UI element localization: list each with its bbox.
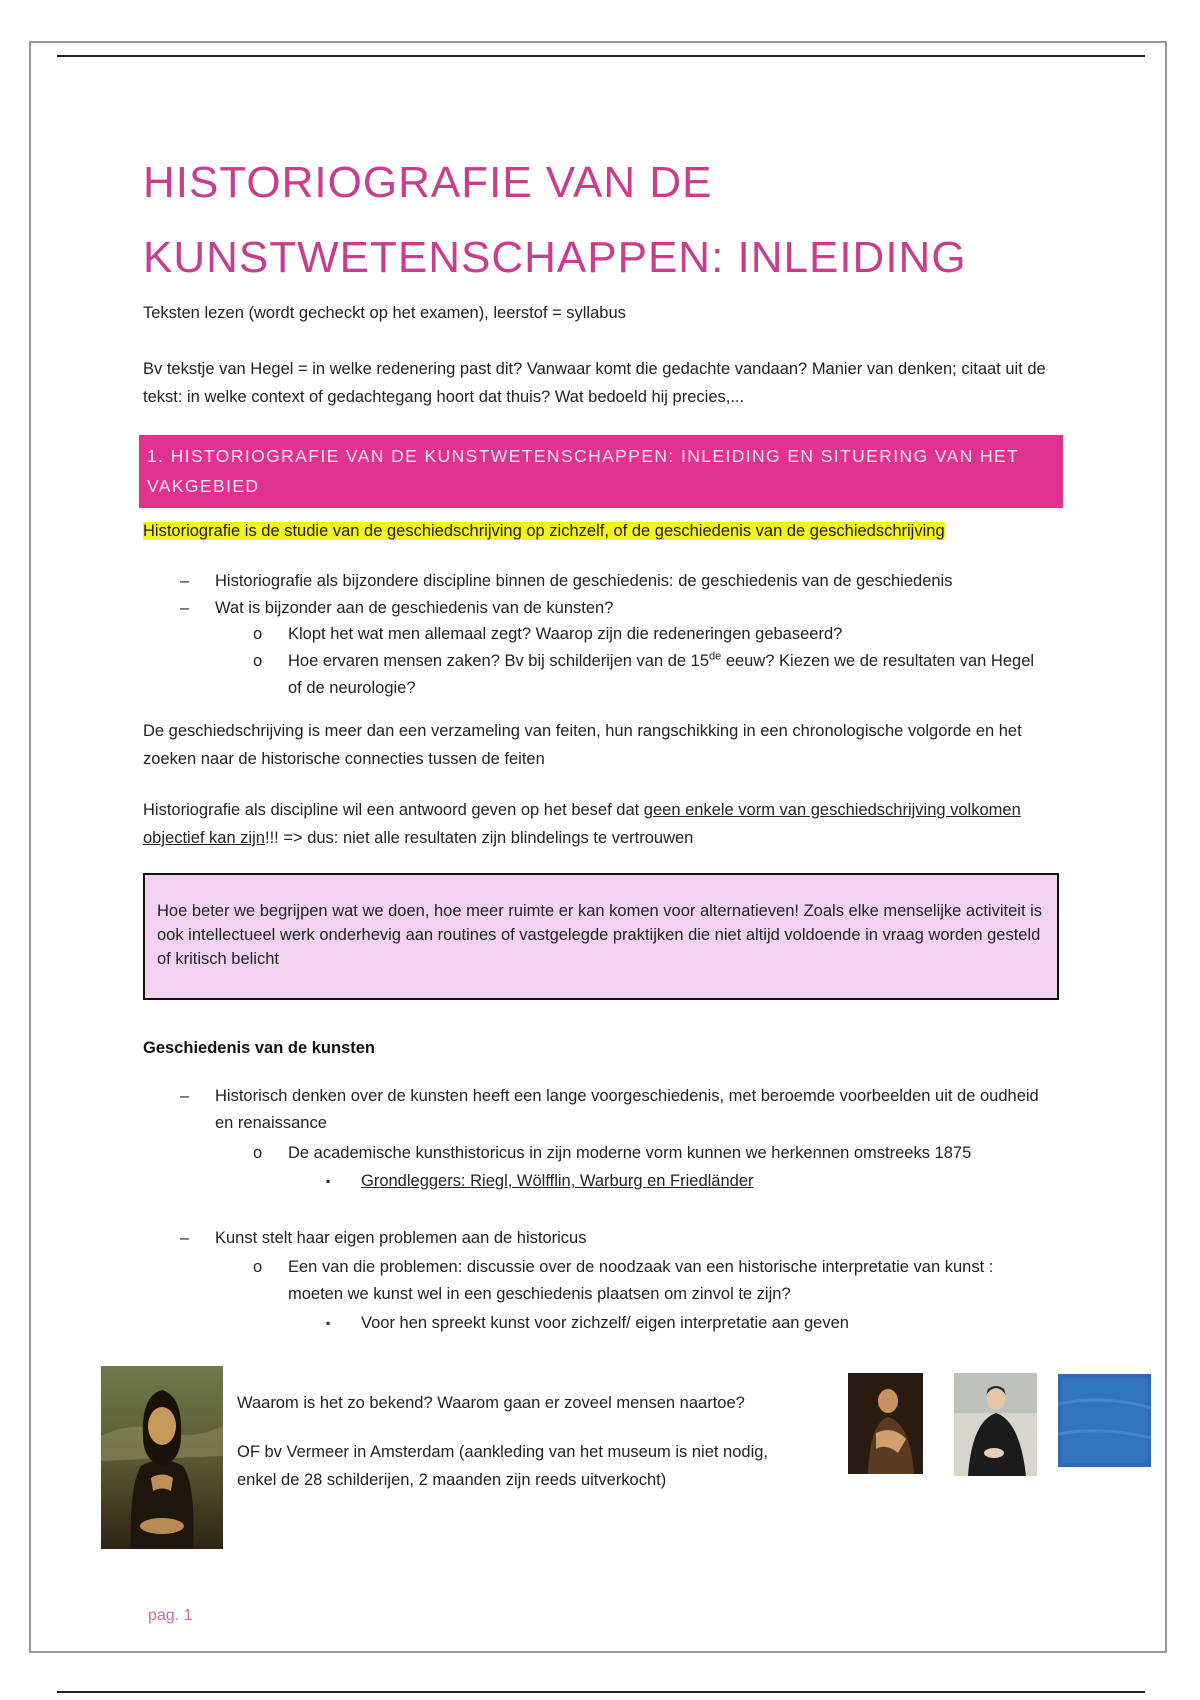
title-line-1: HISTORIOGRAFIE VAN DE (143, 158, 713, 207)
list-item (253, 1140, 1088, 1167)
definition-highlight: Historiografie is de studie van de geschiedschrijving op zichzelf, of de geschiedenis van de geschiedschrijving (143, 522, 945, 540)
list-item-text: De academische kunsthistoricus in zijn moderne vorm kunnen we herkennen omstreeks 1875 (288, 1144, 972, 1162)
header-rule (57, 55, 1145, 57)
dash-bullet-icon: – (180, 1087, 190, 1105)
square-bullet-icon: ▪ (326, 1174, 331, 1188)
intro-paragraph: Teksten lezen (wordt gecheckt op het examen), leerstof = syllabus (143, 304, 626, 322)
list-item (253, 621, 1048, 648)
feiten-paragraph: De geschiedschrijving is meer dan een verzameling van feiten, hun rangschikking in een chronologische volgorde en het zoeken naar de historische connecties tussen de feiten (143, 722, 1022, 768)
dash-bullet-icon: – (180, 1229, 190, 1247)
painting-thumbnail-1 (848, 1373, 923, 1474)
discipline-text-before: Historiografie als discipline wil een antwoord geven op het besef dat (143, 801, 644, 819)
section1-bullet-list (180, 568, 1045, 622)
kunsten-sub-bullet-list-2 (253, 1254, 1048, 1308)
list-item (180, 568, 1045, 595)
discipline-text-after: !!! => dus: niet alle resultaten zijn blindelings te vertrouwen (265, 829, 694, 847)
circle-bullet-icon: o (253, 625, 263, 643)
title-line-2: KUNSTWETENSCHAPPEN: INLEIDING (143, 233, 967, 282)
list-item (326, 1310, 1061, 1337)
circle-bullet-icon: o (253, 1258, 263, 1276)
list-item-text: eeuw? Kiezen we de resultaten van Hegel of de neurologie? (288, 652, 1035, 697)
list-item-text: Een van die problemen: discussie over de noodzaak van een historische interpretatie van kunst : moeten we kunst wel in een geschiedenis plaatsen om zinvol te zijn? (288, 1258, 994, 1303)
dash-bullet-icon: – (180, 572, 190, 590)
definition-line (143, 518, 945, 544)
circle-bullet-icon: o (253, 652, 263, 670)
kunsten-subsub-bullet-list-2 (326, 1310, 1061, 1337)
section-heading: 1. HISTORIOGRAFIE VAN DE KUNSTWETENSCHAPPEN: INLEIDING EN SITUERING VAN HET VAKGEBIED (139, 435, 1063, 508)
page-title (143, 145, 967, 295)
list-item (253, 648, 1048, 702)
list-item-text: Historiografie als bijzondere discipline binnen de geschiedenis: de geschiedenis van de geschiedenis (215, 572, 953, 590)
list-item (180, 1083, 1055, 1137)
kunsten-bullet-list-2 (180, 1225, 1015, 1252)
painting-thumbnail-3 (1058, 1374, 1151, 1467)
footer-rule (57, 1691, 1145, 1693)
caption-waarom: Waarom is het zo bekend? Waarom gaan er zoveel mensen naartoe? (237, 1394, 745, 1412)
superscript-de: de (709, 650, 722, 663)
dash-bullet-icon: – (180, 599, 190, 617)
list-item (326, 1168, 1061, 1195)
caption-vermeer: OF bv Vermeer in Amsterdam (aankleding van het museum is niet nodig, enkel de 28 schilderijen, 2 maanden zijn reeds uitverkocht) (237, 1443, 769, 1489)
list-item-text: Grondleggers: Riegl, Wölfflin, Warburg en Friedländer (361, 1172, 754, 1190)
list-item-text: Historisch denken over de kunsten heeft een lange voorgeschiedenis, met beroemde voorbeelden uit de oudheid en renaissance (215, 1087, 1039, 1132)
callout-box: Hoe beter we begrijpen wat we doen, hoe meer ruimte er kan komen voor alternatieven! Zoals elke menselijke activiteit is ook intellectueel werk onderhevig aan routines of vastgelegde praktijken die niet altijd voldoende in vraag worden gesteld of kritisch belicht (143, 873, 1059, 1000)
baroque-portrait-icon (848, 1373, 923, 1474)
blue-monochrome-icon (1058, 1374, 1151, 1467)
mona-lisa-painting-icon (101, 1366, 223, 1549)
kunsten-bullet-list-1 (180, 1083, 1055, 1137)
section1-sub-bullet-list (253, 621, 1048, 702)
kunsten-heading: Geschiedenis van de kunsten (143, 1039, 375, 1057)
list-item-text: Wat is bijzonder aan de geschiedenis van de kunsten? (215, 599, 614, 617)
list-item-text: Kunst stelt haar eigen problemen aan de historicus (215, 1229, 587, 1247)
list-item (253, 1254, 1048, 1308)
mona-lisa-image (101, 1366, 223, 1549)
kunsten-subsub-bullet-list-1 (326, 1168, 1061, 1195)
woman-portrait-icon (954, 1373, 1037, 1476)
hegel-paragraph: Bv tekstje van Hegel = in welke redenering past dit? Vanwaar komt die gedachte vandaan? Manier van denken; citaat uit de tekst: in welke context of gedachtegang hoort dat thuis? Wat bedoeld hij precies,... (143, 360, 1046, 406)
kunsten-sub-bullet-list-1 (253, 1140, 1088, 1167)
discipline-text-underlined: geen enkele vorm van geschiedschrijving volkomen objectief kan zijn (143, 801, 1021, 847)
discipline-paragraph (143, 796, 1063, 852)
page-number: pag. 1 (148, 1607, 193, 1624)
list-item-text: Hoe ervaren mensen zaken? Bv bij schilderijen van de 15 (288, 652, 709, 670)
painting-thumbnail-2 (954, 1373, 1037, 1476)
list-item-text: Klopt het wat men allemaal zegt? Waarop zijn die redeneringen gebaseerd? (288, 625, 843, 643)
list-item (180, 595, 1045, 622)
circle-bullet-icon: o (253, 1144, 263, 1162)
list-item (180, 1225, 1015, 1252)
list-item-text: Voor hen spreekt kunst voor zichzelf/ eigen interpretatie aan geven (361, 1314, 849, 1332)
square-bullet-icon: ▪ (326, 1316, 331, 1330)
